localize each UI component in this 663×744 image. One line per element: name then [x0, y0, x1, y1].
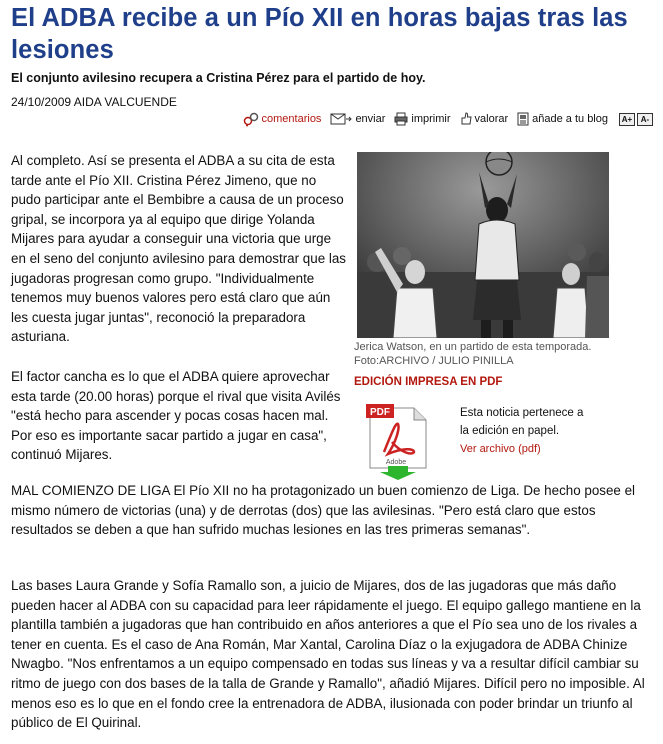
- print-button[interactable]: [394, 112, 450, 126]
- article-photo[interactable]: [357, 152, 609, 338]
- photo-caption-block: [354, 340, 654, 368]
- rate-button[interactable]: [460, 112, 509, 126]
- font-decrease-button[interactable]: A-: [637, 113, 653, 126]
- byline: [11, 95, 177, 109]
- pdf-section-heading: EDICIÓN IMPRESA EN PDF: [354, 376, 503, 388]
- comments-icon: [243, 111, 259, 127]
- basketball-players-image: [357, 152, 609, 338]
- font-increase-button[interactable]: A+: [619, 113, 635, 126]
- envelope-icon: [330, 113, 352, 125]
- article-author: AIDA VALCUENDE: [73, 95, 177, 109]
- add-to-blog-button[interactable]: [517, 112, 608, 126]
- send-button[interactable]: [330, 113, 385, 125]
- article-paragraph-3: MAL COMIENZO DE LIGA El Pío XII no ha protagonizado un buen comienzo de Liga. De hecho posee el mismo número de victorias (una) y de derrotas (dos) que las avilesinas. "Pero está claro que estos resultados se deben a que han sufrido muchas lesiones en las tres primeras semanas".: [11, 483, 636, 538]
- blog-label: añade a tu blog: [532, 113, 608, 125]
- comments-label: comentarios: [261, 113, 322, 125]
- article-paragraph-1: Al completo. Así se presenta el ADBA a su cita de esta tarde ante el Pío XII. Cristina Pérez Jimeno, que no pudo participar ante el Bembibre a causa de un proceso gripal, se incorpora ya al equipo que dirige Yolanda Mijares para ayudar a conseguir una victoria que urge en el seno del conjunto avilesino para demostrar que las jugadoras progresan como grupo. "Individualmente tenemos muy buenos valores pero está claro que aún les cuesta jugar juntas", reconoció la preparadora asturiana.: [11, 153, 346, 345]
- printer-icon: [394, 112, 408, 126]
- print-label: imprimir: [411, 113, 451, 125]
- pdf-text-line-1: Esta noticia pertenece a: [460, 407, 584, 419]
- article-title: El ADBA recibe a un Pío XII en horas bajas tras las lesiones: [11, 4, 628, 64]
- article-paragraph-2: El factor cancha es lo que el ADBA quiere aprovechar esta tarde (20.00 horas) porque el rival que visita Avilés "está hecho para ascender y pocas cosas hacen mal. Por eso es importante sacar partido a jugar en casa", continuó Mijares.: [11, 369, 341, 463]
- article-toolbar: [234, 110, 653, 128]
- pdf-icon[interactable]: [362, 402, 438, 480]
- pdf-description: [460, 404, 583, 458]
- article-subtitle: El conjunto avilesino recupera a Cristina Pérez para el partido de hoy.: [11, 71, 426, 85]
- pdf-icon-label: PDF: [370, 407, 390, 418]
- photo-caption: Jerica Watson, en un partido de esta temporada.: [354, 341, 592, 353]
- photo-credit: Foto:ARCHIVO / JULIO PINILLA: [354, 355, 514, 367]
- pdf-icon-brand: Adobe: [385, 459, 407, 466]
- view-pdf-link[interactable]: Ver archivo (pdf): [460, 443, 541, 455]
- send-label: enviar: [355, 113, 386, 125]
- font-size-controls: [617, 113, 653, 126]
- article-paragraph-4: Las bases Laura Grande y Sofía Ramallo son, a juicio de Mijares, dos de las jugadoras que más daño pueden hacer al ADBA con su capacidad para leer rápidamente el juego. El equipo gallego mantiene en la plantilla también a jugadoras que han contribuido en años anteriores a que el Pío sea uno de los rivales a tener en cuenta. Es el caso de Ana Román, Mar Xantal, Carolina Díaz o la exjugadora de ADBA Chinize Nwagbo. "Nos enfrentamos a un equipo compensado en todas sus líneas y va a resultar difícil cambiar su ritmo de juego con dos bases de la talla de Grande y Ramallo", añadió Mijares. Difícil pero no imposible. Al menos eso es lo que en el fondo cree la entrenadora de ADBA, ilusionada con poder brindar un triunfo al público de El Quirinal.: [11, 578, 645, 731]
- thumbs-up-icon: [460, 112, 472, 126]
- pdf-text-line-2: la edición en papel.: [460, 425, 560, 437]
- blog-icon: [517, 112, 529, 126]
- article-date: 24/10/2009: [11, 95, 72, 109]
- comments-button[interactable]: [243, 111, 322, 127]
- rate-label: valorar: [474, 113, 509, 125]
